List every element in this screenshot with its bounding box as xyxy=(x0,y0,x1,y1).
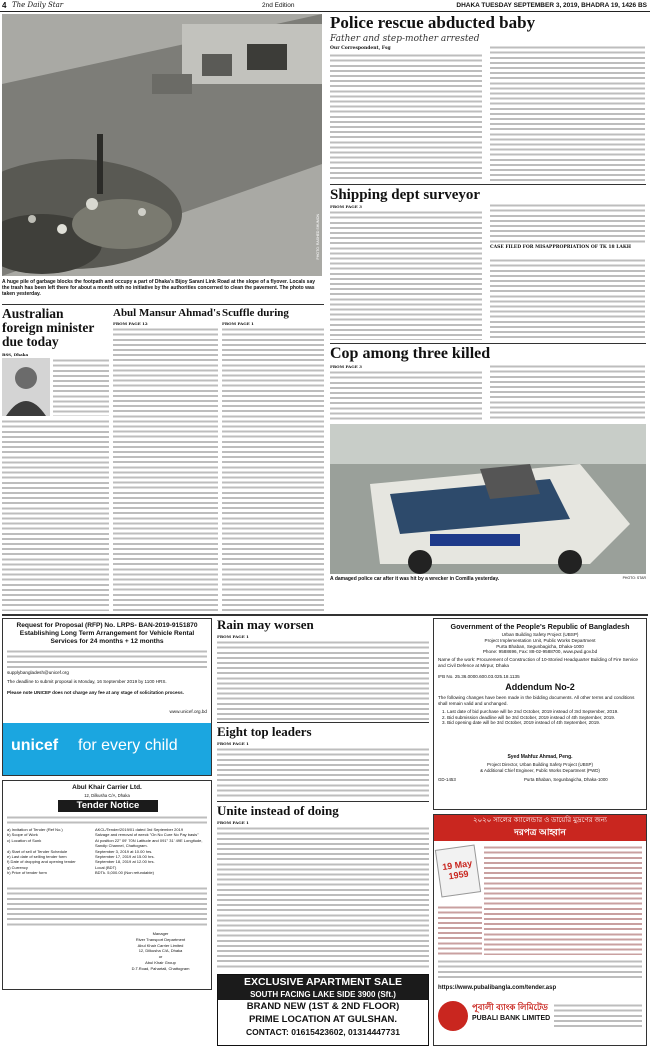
garbage-photo xyxy=(2,14,322,276)
shipping-headline: Shipping dept surveyor xyxy=(330,187,481,203)
list-item: 2. Bid submission deadline will be 3rd October, 2019 instead of 4th September, 2019. xyxy=(442,714,616,720)
pwd-addendum-ad xyxy=(433,618,647,810)
gov-intro: The following changes have been made in the bidding documents. All other terms and conditions shall remain valid and unchanged. xyxy=(438,695,635,706)
tender-company: Abul Khair Carrier Ltd. xyxy=(72,784,142,791)
police-rescue-headline: Police rescue abducted baby xyxy=(330,13,536,32)
cop-from: FROM PAGE 3 xyxy=(330,364,362,369)
gov-role2: & Additional Chief Engineer, Public Works Department (PWD) xyxy=(480,767,600,773)
unicef-url[interactable]: www.unicef.org.bd xyxy=(169,709,207,714)
pubali-bank-ad xyxy=(433,814,647,1046)
shipping-body-col2a xyxy=(490,203,645,243)
australian-headline: Australian foreign minister due today xyxy=(2,306,95,349)
pubali-url[interactable]: https://www.pubalibangla.com/tender.asp xyxy=(438,985,557,991)
apartment-ad xyxy=(217,974,429,1046)
tender-signer: Manager River Transport Department Abul Khair Carrier Limited 12, Dilkusha C/A, Dhaka or Abul Khair Group D.T.Road, Pahartali, Chattogram xyxy=(131,931,190,971)
tender-row: c) Location of Sunk At position 22° 09' 70N Latitude and 091° 31' 49E Longitude, Sandip Channel, Chattogram. xyxy=(7,837,203,849)
unite-from: FROM PAGE 1 xyxy=(217,820,249,825)
dateline: DHAKA TUESDAY SEPTEMBER 3, 2019, BHADRA 19, 1426 BS xyxy=(456,2,647,9)
photo-caption: A huge pile of garbage blocks the footpath and occupy a part of Dhaka's Bijoy Sarani Link Road at the slope of a flyover. Locals say the trash has been left there for about a month with no initiative by the authorities concerned to clean the pavement. The photo was taken yesterday. xyxy=(2,279,316,297)
apartment-line4: PRIME LOCATION AT GULSHAN. xyxy=(248,1014,398,1025)
pubali-body-bn xyxy=(484,845,642,955)
gov-l1: Urban Building Safety Project (UBSP) xyxy=(501,632,579,637)
scuffle-headline: Scuffle during xyxy=(222,307,289,319)
scuffle-body xyxy=(222,327,324,611)
unicef-email[interactable]: supplybangladesh@unicef.org xyxy=(7,670,69,675)
shipping-body-col1 xyxy=(330,210,482,340)
minister-portrait xyxy=(2,358,50,416)
pubali-bank-name-bn: পূবালী ব্যাংক লিমিটেড xyxy=(472,1002,548,1012)
gov-l4: Phone: 9588696, Fax: 88-02-9588700, www.pwd.gov.bd xyxy=(482,649,598,655)
logo: The Daily Star xyxy=(12,1,64,9)
unicef-ad xyxy=(2,618,212,776)
unicef-note: Please note UNICEF does not charge any fee at any stage of solicitation process. xyxy=(7,690,184,695)
unite-headline: Unite instead of doing xyxy=(217,803,339,818)
tender-row: d) Start of sell of Tender Schedule September 3, 2019 at 10.00 hrs. xyxy=(7,848,153,854)
tender-row: h) Price of tender form BDTk. 5,000.00 (Non refundable) xyxy=(7,870,154,876)
gov-addr: Purta Bhaban, Segunbagicha, Dhaka-1000 xyxy=(524,777,608,782)
pubali-headline: ২০২০ সালের ক্যালেন্ডার ও ডায়েরি মুদ্রণের জন্য xyxy=(473,817,607,824)
cop-headline: Cop among three killed xyxy=(330,345,491,362)
eight-from: FROM PAGE 1 xyxy=(217,741,249,746)
apartment-line2: SOUTH FACING LAKE SIDE 3900 (Sft.) xyxy=(218,989,428,1000)
police-rescue-byline: Our Correspondent, Fsg xyxy=(330,46,391,51)
police-rescue-subtitle: Father and step-mother arrested xyxy=(330,34,480,44)
abul-headline: Abul Mansur Ahmad's xyxy=(113,307,221,319)
tender-title: Tender Notice xyxy=(58,800,158,812)
tender-row: f) Date of dropping and opening tender September 18, 2019 at 12.00 hrs. xyxy=(7,859,155,865)
abul-body xyxy=(113,327,218,611)
unicef-rfp-title: Request for Proposal (RFP) No. LRPS- BAN-2019-9151870 Establishing Long Term Arrangement for Vehicle Rental Services for 24 months + 12 months xyxy=(16,622,198,645)
abul-from: FROM PAGE 12 xyxy=(113,321,148,326)
masthead xyxy=(0,0,650,12)
australian-byline: BSS, Dhaka xyxy=(2,352,29,357)
apartment-line1: EXCLUSIVE APARTMENT SALE xyxy=(218,975,428,989)
cop-body-col1 xyxy=(330,370,482,420)
apartment-line3: BRAND NEW (1ST & 2ND FLOOR) xyxy=(246,1001,400,1012)
gov-code: GD-1453 xyxy=(438,777,456,782)
rain-from: FROM PAGE 1 xyxy=(217,634,249,639)
pubali-bank-name: PUBALI BANK LIMITED xyxy=(472,1015,551,1022)
tender-rows xyxy=(7,827,207,876)
unicef-deadline: The deadline to submit proposal is Monday, 16 September 2019 by 1100 HRS. xyxy=(7,679,167,684)
tender-address: 12, Dilkusha C/A, Dhaka xyxy=(84,793,130,798)
tender-notice-ad xyxy=(2,780,212,990)
unicef-tagline: for every child xyxy=(78,737,178,754)
gov-ifb: IFB No. 25.36.0000.600.03.025.18.1135 xyxy=(438,674,520,679)
cop-photo-caption: A damaged police car after it was hit by a wrecker in Comilla yesterday. PHOTO: STAR xyxy=(330,576,646,582)
gov-l2: Project Implementation Unit, Public Works Department xyxy=(484,637,596,643)
gov-l3: Purta Bhaban, Segunbagicha, Dhaka-1000 xyxy=(496,643,584,649)
gov-items xyxy=(442,709,642,726)
unicef-logo: unicef xyxy=(11,737,59,754)
police-car-photo xyxy=(330,424,646,574)
edition: 2nd Edition xyxy=(262,2,295,9)
tender-row: b) Scope of Work Salvage and removal of wreck "On No Cure No Pay basis" xyxy=(7,832,199,838)
list-item: 1. Last date of bid purchase will be 2nd October, 2019 instead of 3rd September, 2019. xyxy=(442,709,619,714)
unite-body xyxy=(217,826,429,970)
shipping-subhead: CASE FILED FOR MISAPPROPRIATION OF TK 18 LAKH xyxy=(490,245,632,250)
unicef-banner xyxy=(3,723,211,775)
pubali-header xyxy=(434,815,646,841)
pubali-logo-icon xyxy=(438,1001,468,1031)
shipping-from: FROM PAGE 3 xyxy=(330,204,362,209)
eight-body xyxy=(217,747,429,799)
pubali-headline2: দরপত্র আহ্বান xyxy=(514,827,566,837)
page-number: 4 xyxy=(2,1,7,10)
apartment-line5: CONTACT: 01615423602, 01314447731 xyxy=(246,1027,400,1037)
police-rescue-body-col2 xyxy=(490,45,645,181)
list-item: 3. Bid opening date will be 3rd October, 2019 instead of 4th September, 2019. xyxy=(442,720,601,726)
cop-body-col2 xyxy=(490,364,645,420)
gov-title: Government of the People's Republic of Bangladesh xyxy=(450,622,630,631)
scuffle-from: FROM PAGE 1 xyxy=(222,321,254,326)
calendar-image: 19 May 1959 xyxy=(435,844,481,897)
cop-photo-credit: PHOTO: STAR xyxy=(622,576,646,580)
shipping-body-col2b xyxy=(490,258,645,340)
gov-role: Project Director, Urban Building Safety Project (UBSP) xyxy=(487,762,593,767)
police-rescue-body-col1 xyxy=(330,53,482,181)
australian-body-b xyxy=(2,419,109,611)
australian-body-a xyxy=(53,358,109,416)
rain-body xyxy=(217,640,429,720)
gov-addendum: Addendum No-2 xyxy=(505,682,575,692)
tender-row: a) Invitation of Tender (Ref No.) AKCL/Tender/2019/01 dated 3rd September 2019 xyxy=(7,827,184,832)
eight-headline: Eight top leaders xyxy=(217,724,312,739)
gov-signer: Syed Mahfuz Ahmad, Peng. xyxy=(507,754,573,760)
gov-work-name: Name of the work: Procurement of Construction of 10-Storied Headquarter Building of Fire Service and Civil Defence at Mirpur, Dhaka xyxy=(438,657,638,668)
tender-row: e) Last date of selling tender form September 17, 2019 at 15.00 hrs. xyxy=(7,854,155,860)
tender-row: g) Currency Local (BDT) xyxy=(7,864,117,870)
rain-headline: Rain may worsen xyxy=(217,617,314,632)
photo-credit: PHOTO: RASHED SHUMON xyxy=(316,214,320,260)
